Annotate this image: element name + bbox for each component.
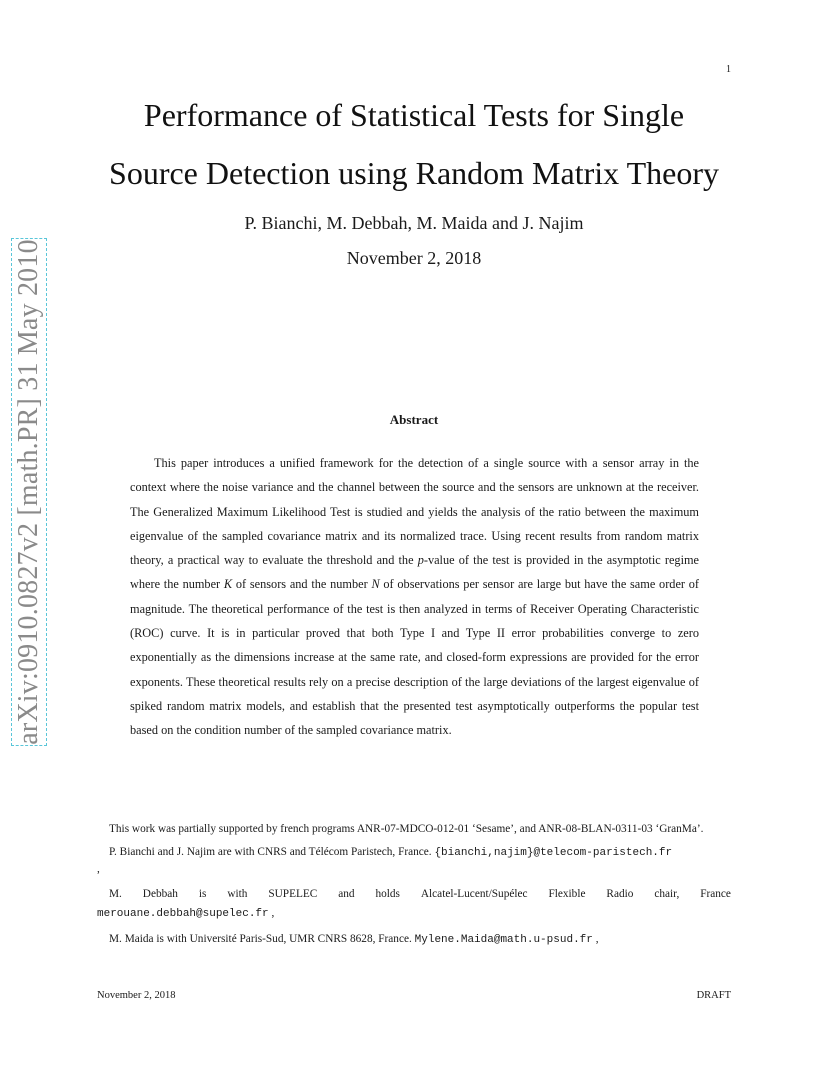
footnote-maida xyxy=(97,930,731,950)
footnote-debbah-line xyxy=(97,885,731,904)
debbah-word: M. xyxy=(109,888,122,900)
abstract-var-p: p xyxy=(417,553,424,568)
footer-draft: DRAFT xyxy=(696,990,731,1001)
footnotes xyxy=(97,820,731,954)
footnote-debbah-email-line xyxy=(97,904,731,924)
debbah-word: Debbah xyxy=(142,888,178,900)
abstract-text-1: This paper introduces a unified framework for the detection of a single source with a sensor array in the context where the noise variance and the channel between the source and the sensors are unknown at the receiver. The Generalized Maximum Likelihood Test is studied and yields the analysis of the ratio between the maximum eigenvalue of the sampled covariance matrix and its normalized trace. Using recent results from random matrix theory, a practical way to evaluate the threshold and the xyxy=(130,456,699,568)
page-number: 1 xyxy=(726,64,731,75)
abstract-text-3: of sensors and the number xyxy=(232,577,372,592)
footnote-bianchi xyxy=(97,843,731,863)
debbah-word: chair, xyxy=(654,888,680,900)
paper-date: November 2, 2018 xyxy=(346,248,482,268)
abstract-var-n: N xyxy=(371,577,380,592)
debbah-word: with xyxy=(227,888,248,900)
debbah-word: France xyxy=(700,888,731,900)
debbah-word: Alcatel-Lucent/Supélec xyxy=(420,888,528,900)
debbah-word: is xyxy=(198,888,207,900)
title-line-1: Performance of Statistical Tests for Single xyxy=(143,97,685,133)
footnote-support: This work was partially supported by french programs ANR-07-MDCO-012-01 ‘Sesame’, and ANR-08-BLAN-0311-03 ‘GranMa’. xyxy=(109,823,704,835)
debbah-word: Flexible xyxy=(548,888,586,900)
arxiv-stamp xyxy=(11,238,47,746)
abstract-text-4: of observations per sensor are large but have the same order of magnitude. The theoretical performance of the test is then analyzed in terms of Receiver Operating Characteristic (ROC) curve. It is in particular proved that both Type I and Type II error probabilities converge to zero exponentially as the dimensions increase at the same rate, and closed-form expressions are provided for the error exponents. These theoretical results rely on a precise description of the large deviations of the largest eigenvalue of spiked random matrix models, and establish that the presented test asymptotically outperforms the popular test based on the condition number of the sampled covariance matrix. xyxy=(130,577,699,738)
arxiv-stamp-text: arXiv:0910.0827v2 [math.PR] 31 May 2010 xyxy=(13,239,44,745)
footnote-maida-email: Mylene.Maida@math.u-psud.fr xyxy=(414,934,593,946)
footer-date: November 2, 2018 xyxy=(97,990,176,1001)
footnote-maida-trailer: , xyxy=(592,933,599,945)
abstract-var-k: K xyxy=(223,577,233,592)
footnote-bianchi-trailer: , xyxy=(97,863,100,875)
title-line-2: Source Detection using Random Matrix Theory xyxy=(109,155,719,191)
debbah-word: Radio xyxy=(606,888,634,900)
footnote-bianchi-text: P. Bianchi and J. Najim are with CNRS and Télécom Paristech, France. xyxy=(109,846,435,858)
debbah-word: SUPELEC xyxy=(268,888,318,900)
abstract-heading: Abstract xyxy=(389,412,439,427)
authors: P. Bianchi, M. Debbah, M. Maida and J. Najim xyxy=(244,213,584,233)
paper-title xyxy=(60,86,768,202)
debbah-word: holds xyxy=(375,888,400,900)
footnote-maida-text: M. Maida is with Université Paris-Sud, UMR CNRS 8628, France. xyxy=(109,933,415,945)
debbah-word: and xyxy=(338,888,355,900)
abstract-text-2: -value of the test is provided in the asymptotic regime where the number xyxy=(130,553,700,592)
footnote-debbah-email: merouane.debbah@supelec.fr xyxy=(97,908,269,920)
abstract-body xyxy=(130,451,699,743)
footnote-debbah-trailer: , xyxy=(268,907,275,919)
footnote-bianchi-email: {bianchi,najim}@telecom-paristech.fr xyxy=(434,847,673,859)
